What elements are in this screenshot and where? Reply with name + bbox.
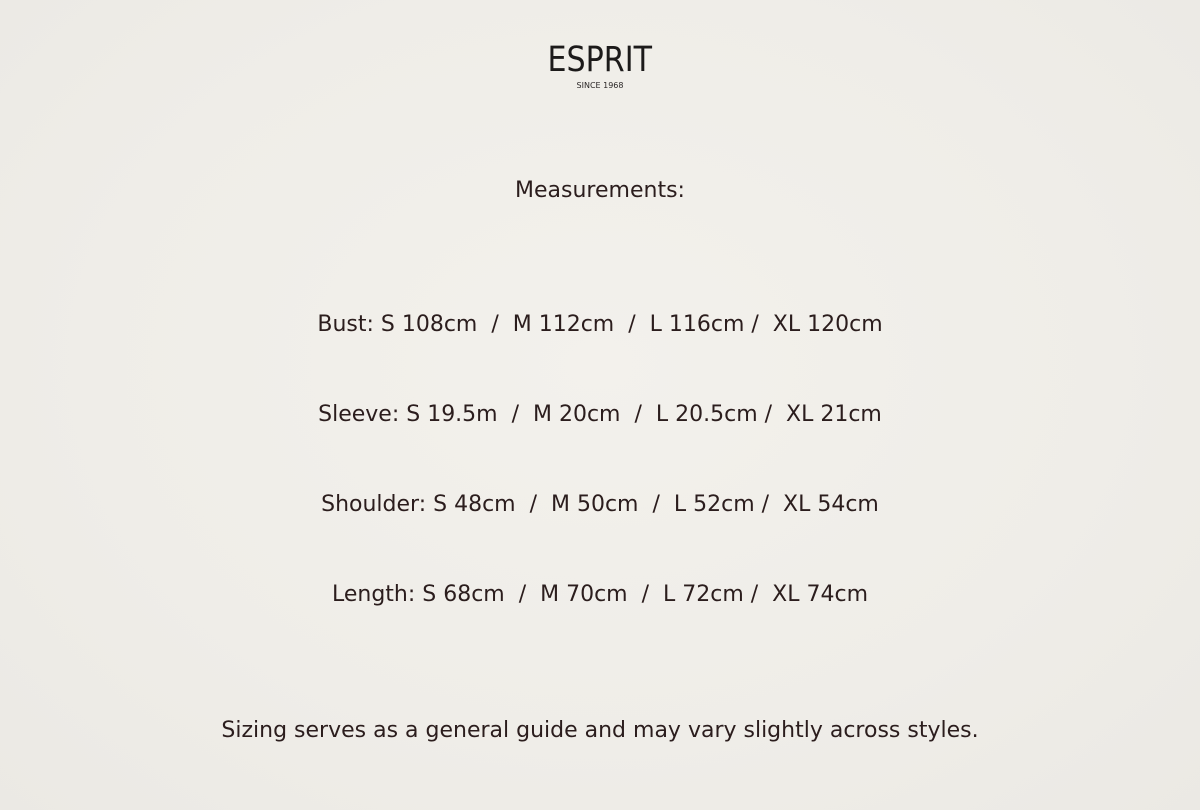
sizing-disclaimer: Sizing serves as a general guide and may vary slightly across styles. xyxy=(221,718,979,743)
sleeve-measurements: Sleeve: S 19.5m / M 20cm / L 20.5cm / XL 21cm xyxy=(318,402,882,427)
bust-measurements: Bust: S 108cm / M 112cm / L 116cm / XL 120cm xyxy=(317,312,883,337)
brand-wordmark: ESPRIT xyxy=(547,40,653,80)
measurements-heading: Measurements: xyxy=(515,178,685,203)
shoulder-measurements: Shoulder: S 48cm / M 50cm / L 52cm / XL 54cm xyxy=(321,492,879,517)
brand-logo xyxy=(0,40,1200,91)
length-measurements: Length: S 68cm / M 70cm / L 72cm / XL 74cm xyxy=(331,582,869,607)
brand-tagline: SINCE 1968 xyxy=(576,81,624,90)
